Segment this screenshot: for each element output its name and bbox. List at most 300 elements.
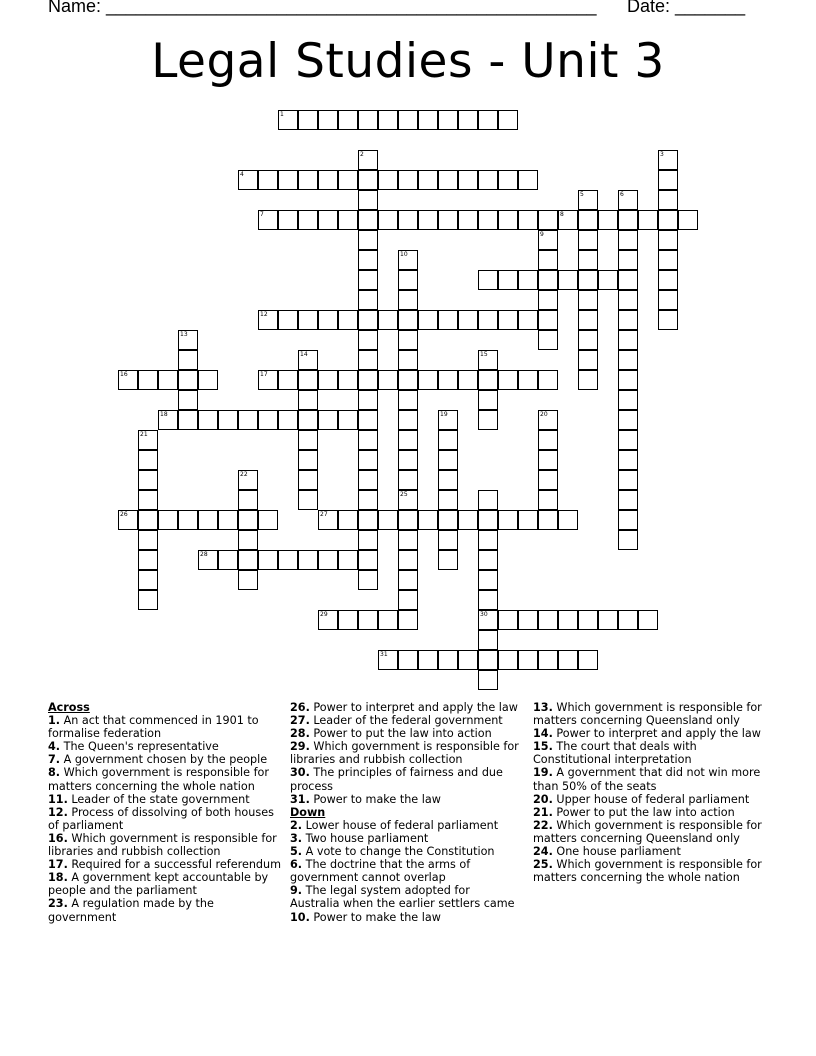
clue-item: 4. The Queen's representative (48, 740, 219, 754)
grid-cell[interactable] (658, 150, 678, 170)
down-heading: Down (290, 805, 326, 819)
grid-cell[interactable] (358, 190, 378, 210)
clue-number: 22 (240, 471, 248, 478)
grid-cell[interactable] (398, 410, 418, 430)
grid-cell[interactable] (618, 430, 638, 450)
grid-cell[interactable] (518, 610, 538, 630)
grid-cell[interactable] (658, 210, 678, 230)
grid-cell[interactable] (558, 210, 578, 230)
clue-item: 6. The doctrine that the arms of government cannot overlap (290, 858, 471, 885)
grid-cell[interactable] (278, 110, 298, 130)
grid-cell[interactable] (538, 210, 558, 230)
grid-cell[interactable] (398, 350, 418, 370)
grid-cell[interactable] (398, 530, 418, 550)
grid-cell[interactable] (518, 210, 538, 230)
grid-cell[interactable] (178, 370, 198, 390)
grid-cell[interactable] (438, 490, 458, 510)
grid-cell[interactable] (578, 230, 598, 250)
grid-cell[interactable] (398, 570, 418, 590)
grid-cell[interactable] (278, 370, 298, 390)
grid-cell[interactable] (478, 170, 498, 190)
clue-item: 25. Which government is responsible for matters concerning the whole nation (533, 858, 762, 885)
grid-cell[interactable] (538, 230, 558, 250)
grid-cell[interactable] (618, 290, 638, 310)
grid-cell[interactable] (318, 370, 338, 390)
grid-cell[interactable] (538, 510, 558, 530)
grid-cell[interactable] (658, 310, 678, 330)
grid-cell[interactable] (598, 210, 618, 230)
grid-cell[interactable] (398, 490, 418, 510)
grid-cell[interactable] (358, 490, 378, 510)
clue-number: 31 (380, 651, 388, 658)
grid-cell[interactable] (438, 210, 458, 230)
grid-cell[interactable] (258, 370, 278, 390)
grid-cell[interactable] (618, 210, 638, 230)
clue-number: 7 (260, 211, 264, 218)
clue-number: 29 (320, 611, 328, 618)
grid-cell[interactable] (538, 310, 558, 330)
grid-cell[interactable] (238, 510, 258, 530)
grid-cell[interactable] (398, 550, 418, 570)
grid-cell[interactable] (418, 110, 438, 130)
grid-cell[interactable] (378, 510, 398, 530)
grid-cell[interactable] (458, 510, 478, 530)
grid-cell[interactable] (298, 170, 318, 190)
grid-cell[interactable] (598, 270, 618, 290)
grid-cell[interactable] (398, 290, 418, 310)
grid-cell[interactable] (618, 470, 638, 490)
grid-cell[interactable] (398, 330, 418, 350)
grid-cell[interactable] (358, 570, 378, 590)
grid-cell[interactable] (438, 450, 458, 470)
grid-cell[interactable] (298, 390, 318, 410)
grid-cell[interactable] (358, 450, 378, 470)
grid-cell[interactable] (258, 510, 278, 530)
clue-item: 13. Which government is responsible for matters concerning Queensland only (533, 701, 762, 728)
grid-cell[interactable] (158, 510, 178, 530)
grid-cell[interactable] (498, 610, 518, 630)
grid-cell[interactable] (618, 310, 638, 330)
grid-cell[interactable] (298, 350, 318, 370)
clue-number: 16 (120, 371, 128, 378)
grid-cell[interactable] (438, 370, 458, 390)
grid-cell[interactable] (398, 390, 418, 410)
grid-cell[interactable] (298, 430, 318, 450)
grid-cell[interactable] (418, 650, 438, 670)
grid-cell[interactable] (578, 370, 598, 390)
grid-cell[interactable] (618, 350, 638, 370)
grid-cell[interactable] (398, 210, 418, 230)
grid-cell[interactable] (418, 170, 438, 190)
clue-number: 3 (660, 151, 664, 158)
grid-cell[interactable] (138, 530, 158, 550)
grid-cell[interactable] (278, 310, 298, 330)
grid-cell[interactable] (378, 110, 398, 130)
grid-cell[interactable] (358, 550, 378, 570)
grid-cell[interactable] (478, 410, 498, 430)
grid-cell[interactable] (398, 510, 418, 530)
grid-cell[interactable] (498, 170, 518, 190)
grid-cell[interactable] (478, 310, 498, 330)
grid-cell[interactable] (478, 530, 498, 550)
grid-cell[interactable] (418, 210, 438, 230)
grid-cell[interactable] (678, 210, 698, 230)
grid-cell[interactable] (118, 510, 138, 530)
grid-cell[interactable] (178, 350, 198, 370)
grid-cell[interactable] (158, 410, 178, 430)
grid-cell[interactable] (418, 510, 438, 530)
grid-cell[interactable] (338, 110, 358, 130)
clue-item: 12. Process of dissolving of both houses of parliament (48, 805, 274, 832)
grid-cell[interactable] (318, 210, 338, 230)
grid-cell[interactable] (578, 250, 598, 270)
grid-cell[interactable] (358, 390, 378, 410)
grid-cell[interactable] (538, 610, 558, 630)
grid-cell[interactable] (358, 530, 378, 550)
grid-cell[interactable] (178, 410, 198, 430)
grid-cell[interactable] (538, 650, 558, 670)
grid-cell[interactable] (538, 410, 558, 430)
grid-cell[interactable] (218, 550, 238, 570)
grid-cell[interactable] (458, 110, 478, 130)
grid-cell[interactable] (358, 270, 378, 290)
grid-cell[interactable] (178, 330, 198, 350)
grid-cell[interactable] (138, 430, 158, 450)
grid-cell[interactable] (258, 210, 278, 230)
clue-number: 13 (180, 331, 188, 338)
grid-cell[interactable] (438, 510, 458, 530)
grid-cell[interactable] (518, 370, 538, 390)
grid-cell[interactable] (238, 490, 258, 510)
grid-cell[interactable] (378, 650, 398, 670)
grid-cell[interactable] (478, 490, 498, 510)
grid-cell[interactable] (338, 510, 358, 530)
grid-cell[interactable] (478, 270, 498, 290)
across-heading: Across (48, 701, 90, 714)
grid-cell[interactable] (318, 170, 338, 190)
grid-cell[interactable] (478, 650, 498, 670)
grid-cell[interactable] (478, 510, 498, 530)
grid-cell[interactable] (338, 370, 358, 390)
clue-number: 8 (560, 211, 564, 218)
grid-cell[interactable] (498, 370, 518, 390)
grid-cell[interactable] (398, 590, 418, 610)
grid-cell[interactable] (358, 470, 378, 490)
grid-cell[interactable] (138, 570, 158, 590)
grid-cell[interactable] (578, 190, 598, 210)
grid-cell[interactable] (578, 290, 598, 310)
grid-cell[interactable] (578, 210, 598, 230)
grid-cell[interactable] (478, 550, 498, 570)
grid-cell[interactable] (478, 110, 498, 130)
grid-cell[interactable] (438, 530, 458, 550)
grid-cell[interactable] (618, 510, 638, 530)
grid-cell[interactable] (138, 490, 158, 510)
grid-cell[interactable] (398, 470, 418, 490)
clue-item: 19. A government that did not win more than 50% of the seats (533, 766, 761, 793)
grid-cell[interactable] (278, 170, 298, 190)
grid-cell[interactable] (478, 350, 498, 370)
grid-cell[interactable] (358, 170, 378, 190)
grid-cell[interactable] (138, 450, 158, 470)
clue-number: 1 (280, 111, 284, 118)
grid-cell[interactable] (278, 410, 298, 430)
grid-cell[interactable] (518, 650, 538, 670)
grid-cell[interactable] (438, 310, 458, 330)
grid-cell[interactable] (518, 270, 538, 290)
grid-cell[interactable] (578, 330, 598, 350)
grid-cell[interactable] (438, 650, 458, 670)
grid-cell[interactable] (478, 210, 498, 230)
grid-cell[interactable] (398, 250, 418, 270)
grid-cell[interactable] (618, 490, 638, 510)
grid-cell[interactable] (658, 250, 678, 270)
grid-cell[interactable] (238, 410, 258, 430)
grid-cell[interactable] (198, 370, 218, 390)
grid-cell[interactable] (618, 270, 638, 290)
grid-cell[interactable] (338, 310, 358, 330)
grid-cell[interactable] (458, 210, 478, 230)
grid-cell[interactable] (238, 550, 258, 570)
grid-cell[interactable] (398, 310, 418, 330)
clue-item: 14. Power to interpret and apply the law (533, 727, 761, 741)
grid-cell[interactable] (258, 170, 278, 190)
clue-item: 5. A vote to change the Constitution (290, 845, 495, 859)
grid-cell[interactable] (238, 570, 258, 590)
clue-number: 25 (400, 491, 408, 498)
clue-item: 10. Power to make the law (290, 910, 441, 924)
grid-cell[interactable] (398, 110, 418, 130)
grid-cell[interactable] (338, 550, 358, 570)
grid-cell[interactable] (358, 370, 378, 390)
grid-cell[interactable] (378, 610, 398, 630)
grid-cell[interactable] (658, 170, 678, 190)
grid-cell[interactable] (338, 210, 358, 230)
grid-cell[interactable] (378, 370, 398, 390)
grid-cell[interactable] (138, 550, 158, 570)
page-title: Legal Studies - Unit 3 (151, 34, 665, 89)
grid-cell[interactable] (638, 610, 658, 630)
grid-cell[interactable] (198, 510, 218, 530)
grid-cell[interactable] (138, 590, 158, 610)
grid-cell[interactable] (658, 230, 678, 250)
grid-cell[interactable] (398, 450, 418, 470)
grid-cell[interactable] (298, 550, 318, 570)
grid-cell[interactable] (438, 470, 458, 490)
grid-cell[interactable] (138, 510, 158, 530)
grid-cell[interactable] (258, 310, 278, 330)
grid-cell[interactable] (538, 450, 558, 470)
grid-cell[interactable] (218, 510, 238, 530)
grid-cell[interactable] (518, 170, 538, 190)
grid-cell[interactable] (638, 210, 658, 230)
grid-cell[interactable] (538, 470, 558, 490)
grid-cell[interactable] (358, 310, 378, 330)
grid-cell[interactable] (538, 430, 558, 450)
grid-cell[interactable] (618, 230, 638, 250)
grid-cell[interactable] (618, 390, 638, 410)
grid-cell[interactable] (578, 610, 598, 630)
grid-cell[interactable] (498, 270, 518, 290)
grid-cell[interactable] (358, 410, 378, 430)
grid-cell[interactable] (498, 510, 518, 530)
clue-item: 22. Which government is responsible for matters concerning Queensland only (533, 818, 762, 845)
clue-number: 5 (580, 191, 584, 198)
clue-number: 21 (140, 431, 148, 438)
grid-cell[interactable] (358, 330, 378, 350)
grid-cell[interactable] (498, 110, 518, 130)
grid-cell[interactable] (318, 310, 338, 330)
grid-cell[interactable] (298, 370, 318, 390)
grid-cell[interactable] (338, 410, 358, 430)
grid-cell[interactable] (438, 170, 458, 190)
grid-cell[interactable] (398, 170, 418, 190)
grid-cell[interactable] (538, 270, 558, 290)
grid-cell[interactable] (618, 450, 638, 470)
grid-cell[interactable] (398, 650, 418, 670)
grid-cell[interactable] (298, 310, 318, 330)
name-field[interactable]: Name: _________________________________________________ (48, 0, 597, 16)
grid-cell[interactable] (358, 210, 378, 230)
grid-cell[interactable] (518, 310, 538, 330)
grid-cell[interactable] (358, 350, 378, 370)
grid-cell[interactable] (498, 650, 518, 670)
grid-cell[interactable] (538, 250, 558, 270)
clue-item: 23. A regulation made by the government (48, 897, 214, 924)
grid-cell[interactable] (578, 650, 598, 670)
clue-item: 11. Leader of the state government (48, 792, 250, 806)
clue-item: 21. Power to put the law into action (533, 805, 735, 819)
grid-cell[interactable] (298, 210, 318, 230)
grid-cell[interactable] (538, 490, 558, 510)
grid-cell[interactable] (398, 610, 418, 630)
grid-cell[interactable] (298, 410, 318, 430)
grid-cell[interactable] (618, 410, 638, 430)
grid-cell[interactable] (458, 310, 478, 330)
grid-cell[interactable] (618, 250, 638, 270)
grid-cell[interactable] (238, 470, 258, 490)
grid-cell[interactable] (278, 550, 298, 570)
grid-cell[interactable] (578, 350, 598, 370)
grid-cell[interactable] (198, 550, 218, 570)
grid-cell[interactable] (418, 310, 438, 330)
grid-cell[interactable] (358, 230, 378, 250)
grid-cell[interactable] (618, 610, 638, 630)
grid-cell[interactable] (378, 210, 398, 230)
grid-cell[interactable] (658, 190, 678, 210)
grid-cell[interactable] (318, 510, 338, 530)
grid-cell[interactable] (498, 210, 518, 230)
grid-cell[interactable] (618, 190, 638, 210)
grid-cell[interactable] (658, 290, 678, 310)
grid-cell[interactable] (218, 410, 238, 430)
grid-cell[interactable] (478, 610, 498, 630)
grid-cell[interactable] (178, 510, 198, 530)
grid-cell[interactable] (358, 150, 378, 170)
grid-cell[interactable] (418, 370, 438, 390)
grid-cell[interactable] (438, 410, 458, 430)
grid-cell[interactable] (358, 250, 378, 270)
grid-cell[interactable] (538, 290, 558, 310)
grid-cell[interactable] (318, 550, 338, 570)
grid-cell[interactable] (578, 270, 598, 290)
grid-cell[interactable] (618, 330, 638, 350)
grid-cell[interactable] (558, 650, 578, 670)
grid-cell[interactable] (478, 570, 498, 590)
grid-cell[interactable] (538, 370, 558, 390)
grid-cell[interactable] (338, 170, 358, 190)
grid-cell[interactable] (358, 290, 378, 310)
grid-cell[interactable] (318, 110, 338, 130)
grid-cell[interactable] (358, 110, 378, 130)
grid-cell[interactable] (558, 510, 578, 530)
grid-cell[interactable] (298, 490, 318, 510)
grid-cell[interactable] (658, 270, 678, 290)
grid-cell[interactable] (318, 610, 338, 630)
grid-cell[interactable] (378, 170, 398, 190)
grid-cell[interactable] (358, 430, 378, 450)
grid-cell[interactable] (438, 430, 458, 450)
grid-cell[interactable] (158, 370, 178, 390)
grid-cell[interactable] (618, 530, 638, 550)
grid-cell[interactable] (498, 310, 518, 330)
grid-cell[interactable] (478, 670, 498, 690)
grid-cell[interactable] (618, 370, 638, 390)
grid-cell[interactable] (278, 210, 298, 230)
grid-cell[interactable] (458, 370, 478, 390)
grid-cell[interactable] (558, 270, 578, 290)
grid-cell[interactable] (138, 370, 158, 390)
grid-cell[interactable] (298, 450, 318, 470)
grid-cell[interactable] (358, 510, 378, 530)
grid-cell[interactable] (458, 170, 478, 190)
grid-cell[interactable] (398, 430, 418, 450)
clue-number: 20 (540, 411, 548, 418)
grid-cell[interactable] (578, 310, 598, 330)
grid-cell[interactable] (378, 310, 398, 330)
grid-cell[interactable] (338, 610, 358, 630)
date-field[interactable]: Date: _______ (627, 0, 746, 16)
grid-cell[interactable] (398, 370, 418, 390)
grid-cell[interactable] (298, 470, 318, 490)
grid-cell[interactable] (558, 610, 578, 630)
grid-cell[interactable] (238, 530, 258, 550)
grid-cell[interactable] (438, 550, 458, 570)
grid-cell[interactable] (518, 510, 538, 530)
grid-cell[interactable] (398, 270, 418, 290)
grid-cell[interactable] (478, 370, 498, 390)
grid-cell[interactable] (478, 630, 498, 650)
grid-cell[interactable] (258, 410, 278, 430)
grid-cell[interactable] (538, 330, 558, 350)
grid-cell[interactable] (478, 590, 498, 610)
grid-cell[interactable] (318, 410, 338, 430)
grid-cell[interactable] (238, 170, 258, 190)
clue-item: 9. The legal system adopted for Australia when the earlier settlers came (290, 884, 515, 911)
grid-cell[interactable] (298, 110, 318, 130)
grid-cell[interactable] (358, 610, 378, 630)
grid-cell[interactable] (118, 370, 138, 390)
grid-cell[interactable] (458, 650, 478, 670)
grid-cell[interactable] (258, 550, 278, 570)
grid-cell[interactable] (598, 610, 618, 630)
grid-cell[interactable] (478, 390, 498, 410)
grid-cell[interactable] (438, 110, 458, 130)
grid-cell[interactable] (198, 410, 218, 430)
grid-cell[interactable] (138, 470, 158, 490)
grid-cell[interactable] (178, 390, 198, 410)
clue-item: 27. Leader of the federal government (290, 714, 503, 728)
